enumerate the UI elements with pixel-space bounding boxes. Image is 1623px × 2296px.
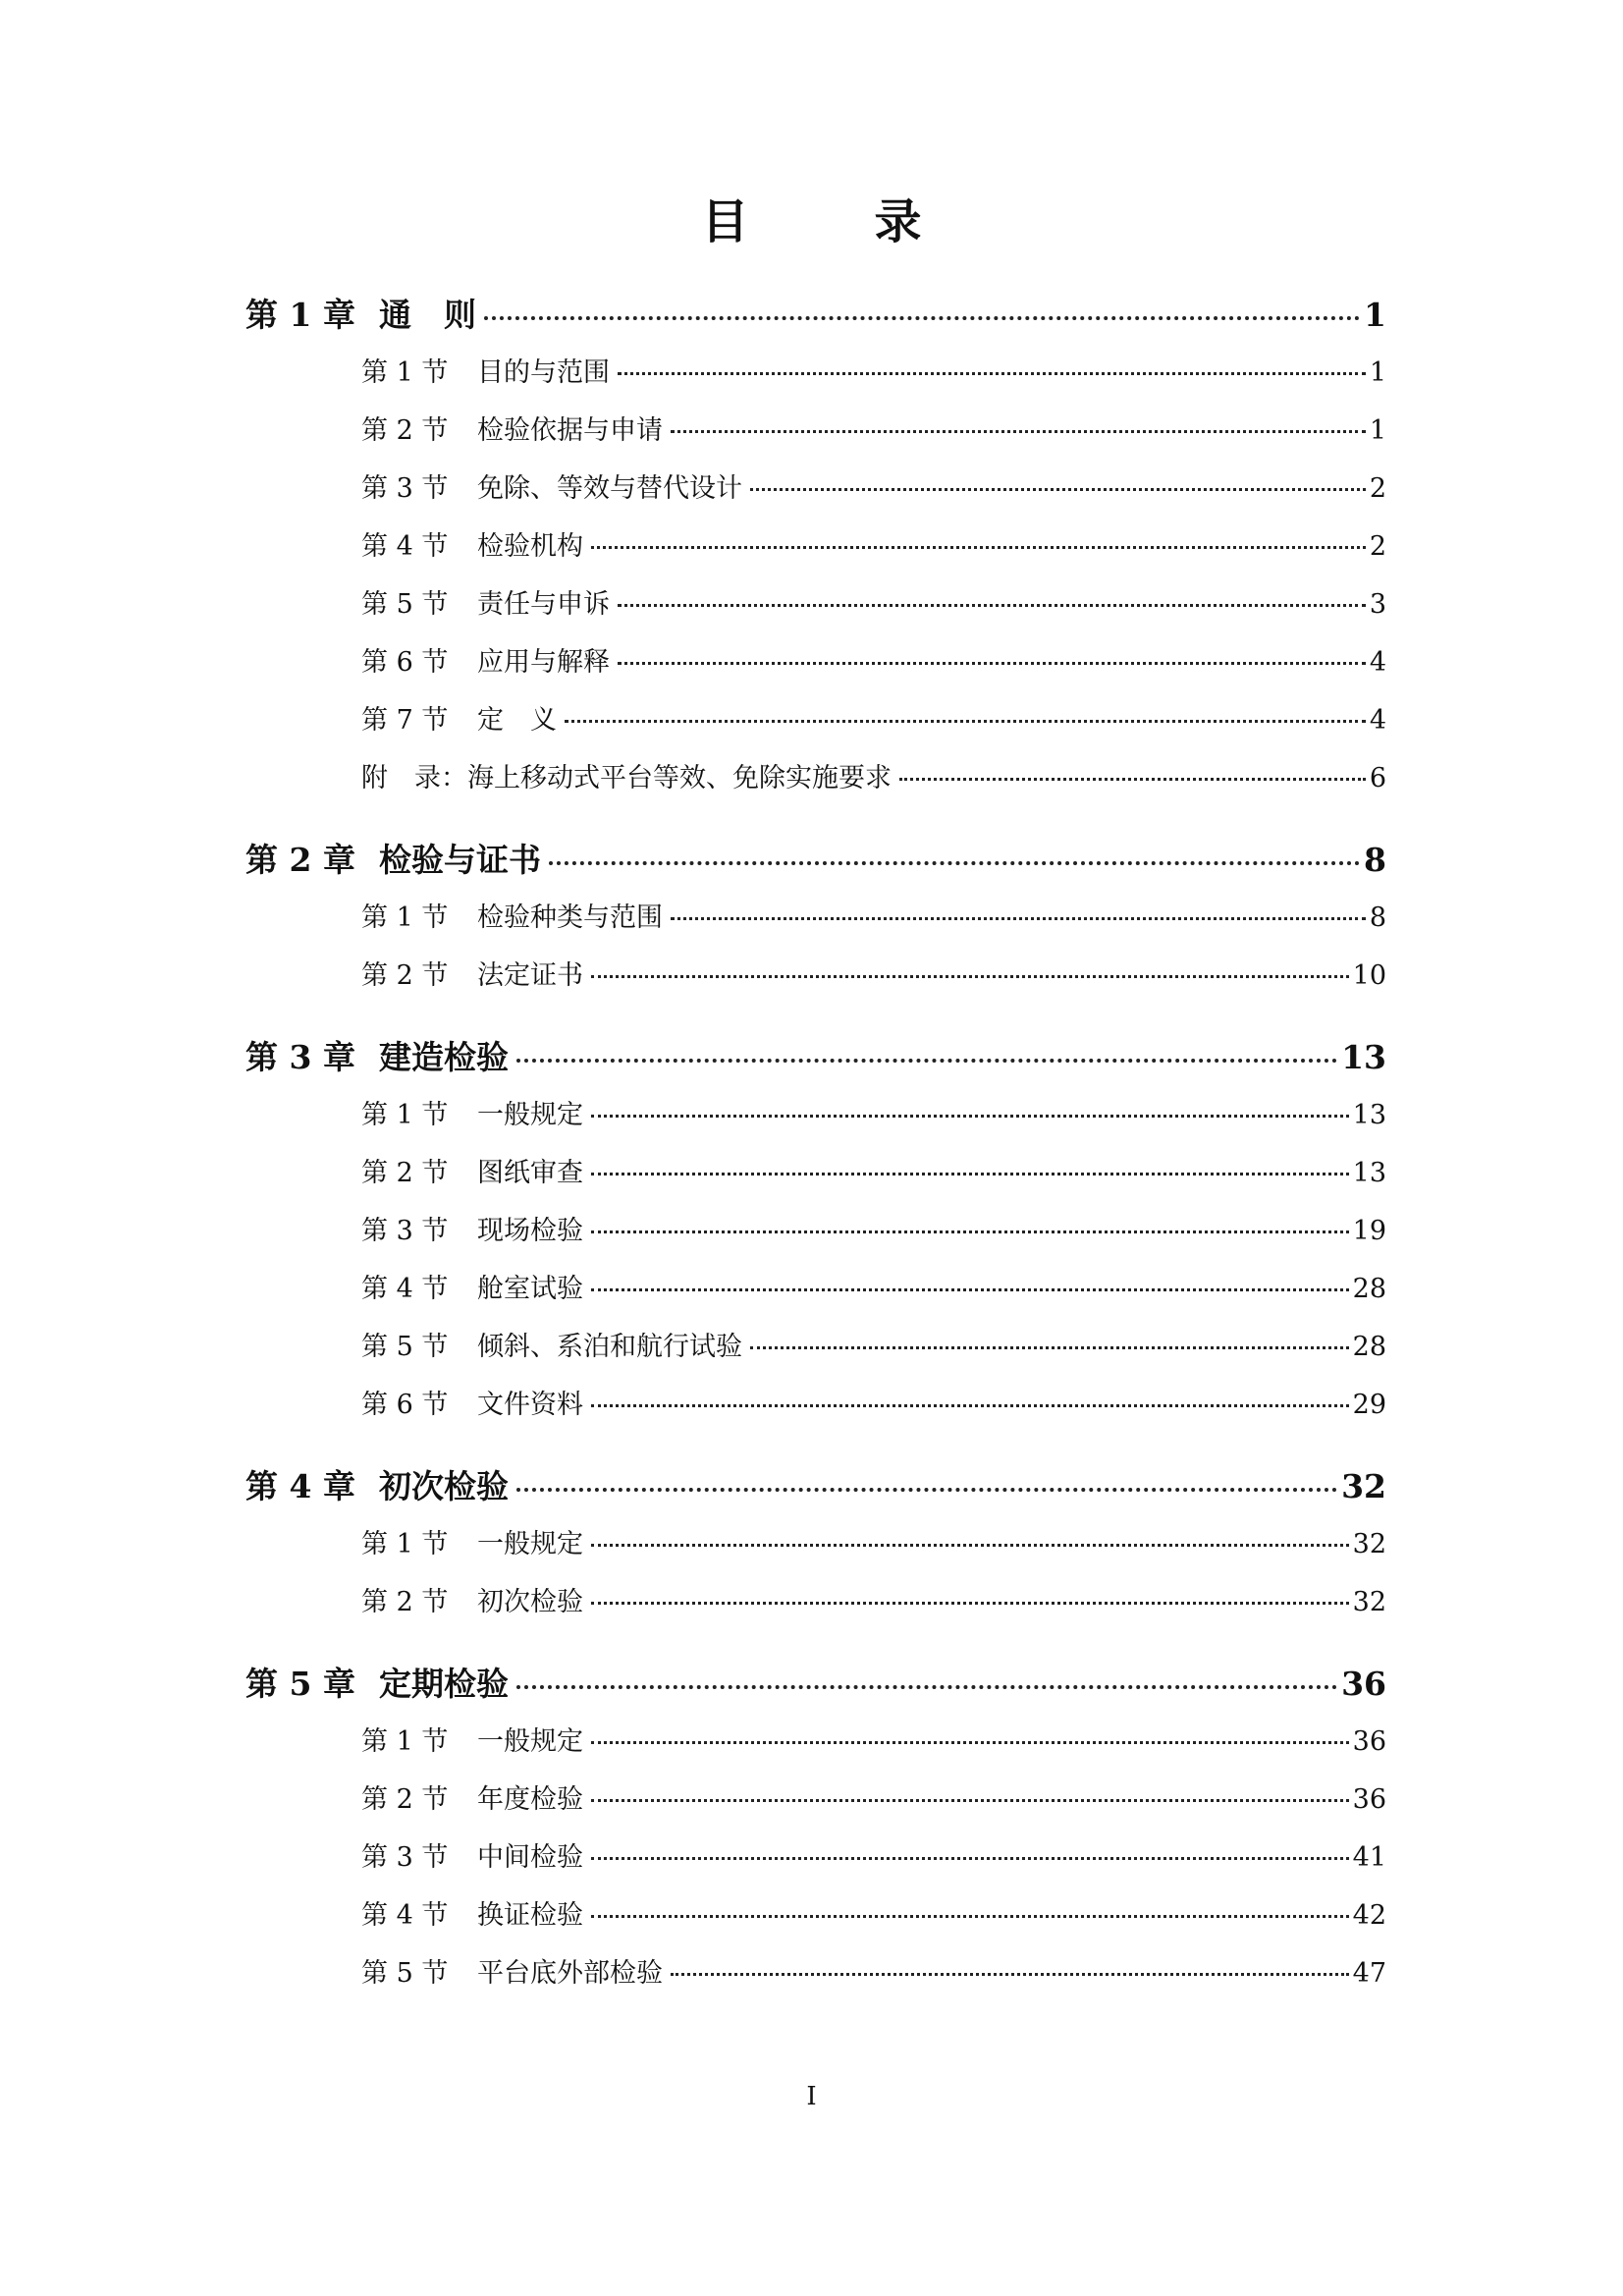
section-label: 第 2 节 (361, 1784, 449, 1815)
page-number: I (806, 2082, 817, 2111)
section-title: 换证检验 (477, 1900, 583, 1931)
section-label: 第 1 节 (361, 1726, 449, 1757)
section-title: 目的与范围 (477, 357, 610, 388)
page-ref: 1 (1369, 357, 1386, 388)
dot-leader (565, 720, 1366, 723)
page-ref: 29 (1352, 1390, 1386, 1420)
section-title: 检验机构 (477, 531, 583, 562)
section-label: 第 3 节 (361, 473, 449, 504)
page-ref: 2 (1369, 473, 1386, 504)
toc-chapter-row[interactable] (245, 1032, 1386, 1075)
chapter-title: 通 则 (379, 296, 476, 334)
section-title: 应用与解释 (477, 647, 610, 678)
section-label: 第 4 节 (361, 531, 449, 562)
dot-leader (618, 372, 1366, 375)
dot-leader (591, 1741, 1349, 1744)
toc-section-row[interactable] (361, 524, 1386, 562)
dot-leader (591, 1288, 1349, 1291)
page-ref: 36 (1352, 1784, 1386, 1815)
dot-leader (591, 546, 1366, 549)
toc-section-row[interactable] (361, 954, 1386, 991)
dot-leader (671, 917, 1366, 920)
chapter-label: 第 4 章 (245, 1467, 355, 1505)
section-label: 第 4 节 (361, 1900, 449, 1931)
toc-section-row[interactable] (361, 1151, 1386, 1188)
page-ref: 1 (1364, 296, 1386, 334)
section-label: 第 2 节 (361, 415, 449, 446)
section-title: 年度检验 (477, 1784, 583, 1815)
section-label: 第 3 节 (361, 1216, 449, 1246)
dot-leader (750, 1346, 1349, 1349)
page-ref: 8 (1369, 902, 1386, 933)
section-label: 第 7 节 (361, 705, 449, 736)
toc-section-row[interactable] (361, 698, 1386, 736)
page-ref: 2 (1369, 531, 1386, 562)
toc-section-row[interactable] (361, 640, 1386, 678)
page-ref: 3 (1369, 589, 1386, 620)
section-title: 法定证书 (477, 960, 583, 991)
chapter-title: 初次检验 (379, 1467, 509, 1505)
page-ref: 19 (1352, 1216, 1386, 1246)
section-title: 倾斜、系泊和航行试验 (477, 1332, 742, 1362)
dot-leader (618, 604, 1366, 607)
dot-leader (484, 316, 1360, 320)
page-ref: 4 (1369, 647, 1386, 678)
section-title: 海上移动式平台等效、免除实施要求 (467, 763, 892, 793)
toc-section-row[interactable] (361, 466, 1386, 504)
section-label: 第 1 节 (361, 902, 449, 933)
chapter-title: 定期检验 (379, 1665, 509, 1703)
page-ref: 1 (1369, 415, 1386, 446)
section-label: 第 2 节 (361, 960, 449, 991)
page-ref: 32 (1341, 1467, 1386, 1505)
chapter-title: 建造检验 (379, 1038, 509, 1076)
section-title: 中间检验 (477, 1842, 583, 1873)
toc-chapter-row[interactable] (245, 835, 1386, 878)
chapter-label: 第 1 章 (245, 296, 355, 334)
page-ref: 42 (1352, 1900, 1386, 1931)
chapter-label: 第 3 章 (245, 1038, 355, 1076)
chapter-title: 检验与证书 (379, 841, 541, 879)
section-label: 第 2 节 (361, 1587, 449, 1617)
dot-leader (671, 430, 1366, 433)
toc-section-row[interactable] (361, 1720, 1386, 1757)
page-ref: 6 (1369, 763, 1386, 793)
dot-leader (591, 1799, 1349, 1802)
section-title: 一般规定 (477, 1529, 583, 1559)
page-ref: 4 (1369, 705, 1386, 736)
toc-section-row[interactable] (361, 1325, 1386, 1362)
toc-section-row[interactable] (361, 1522, 1386, 1559)
section-label: 第 5 节 (361, 589, 449, 620)
dot-leader (591, 1404, 1349, 1407)
dot-leader (591, 1602, 1349, 1605)
toc-section-row[interactable] (361, 1777, 1386, 1815)
section-title: 文件资料 (477, 1390, 583, 1420)
page-ref: 28 (1352, 1332, 1386, 1362)
page-ref: 13 (1352, 1100, 1386, 1130)
chapter-label: 第 5 章 (245, 1665, 355, 1703)
dot-leader (549, 861, 1360, 865)
dot-leader (516, 1685, 1337, 1689)
page-ref: 13 (1341, 1038, 1386, 1076)
toc-section-row[interactable] (361, 351, 1386, 388)
dot-leader (591, 1230, 1349, 1233)
toc-section-row[interactable] (361, 1093, 1386, 1130)
toc-section-row[interactable] (361, 1209, 1386, 1246)
section-label: 第 6 节 (361, 1390, 449, 1420)
section-title: 一般规定 (477, 1726, 583, 1757)
section-label: 附 录： (361, 763, 467, 793)
section-title: 责任与申诉 (477, 589, 610, 620)
page-ref: 36 (1341, 1665, 1386, 1703)
toc-chapter-row[interactable] (245, 1659, 1386, 1702)
section-label: 第 5 节 (361, 1958, 449, 1989)
section-label: 第 3 节 (361, 1842, 449, 1873)
dot-leader (591, 1915, 1349, 1918)
section-label: 第 1 节 (361, 1529, 449, 1559)
section-title: 现场检验 (477, 1216, 583, 1246)
page-ref: 41 (1352, 1842, 1386, 1873)
page-ref: 28 (1352, 1274, 1386, 1304)
dot-leader (591, 975, 1349, 978)
chapter-label: 第 2 章 (245, 841, 355, 879)
section-label: 第 1 节 (361, 357, 449, 388)
section-title: 一般规定 (477, 1100, 583, 1130)
toc-section-row[interactable] (361, 1580, 1386, 1617)
toc-section-row[interactable] (361, 409, 1386, 446)
section-label: 第 2 节 (361, 1158, 449, 1188)
section-label: 第 1 节 (361, 1100, 449, 1130)
section-title: 平台底外部检验 (477, 1958, 663, 1989)
toc-section-row[interactable] (361, 582, 1386, 620)
dot-leader (591, 1115, 1349, 1118)
section-title: 免除、等效与替代设计 (477, 473, 742, 504)
toc-chapter-row[interactable] (245, 290, 1386, 333)
section-label: 第 6 节 (361, 647, 449, 678)
page-ref: 8 (1364, 841, 1386, 879)
page-ref: 10 (1352, 960, 1386, 991)
dot-leader (750, 488, 1366, 491)
toc-section-row[interactable] (361, 1383, 1386, 1420)
toc-section-row[interactable] (361, 896, 1386, 933)
section-title: 检验依据与申请 (477, 415, 663, 446)
page-ref: 36 (1352, 1726, 1386, 1757)
toc-chapter-row[interactable] (245, 1461, 1386, 1504)
section-title: 定 义 (477, 705, 557, 736)
dot-leader (591, 1173, 1349, 1175)
dot-leader (671, 1973, 1349, 1976)
dot-leader (591, 1857, 1349, 1860)
dot-leader (618, 662, 1366, 665)
dot-leader (899, 778, 1366, 781)
page-ref: 32 (1352, 1529, 1386, 1559)
toc-section-row[interactable] (361, 1267, 1386, 1304)
toc-section-row[interactable] (361, 1835, 1386, 1873)
toc-section-row[interactable] (361, 756, 1386, 793)
section-title: 检验种类与范围 (477, 902, 663, 933)
section-title: 图纸审查 (477, 1158, 583, 1188)
page-ref: 13 (1352, 1158, 1386, 1188)
dot-leader (591, 1544, 1349, 1547)
toc-section-row[interactable] (361, 1893, 1386, 1931)
toc-section-row[interactable] (361, 1951, 1386, 1989)
section-title: 舱室试验 (477, 1274, 583, 1304)
page-title: 目 录 (701, 194, 961, 249)
dot-leader (516, 1059, 1337, 1063)
page-ref: 47 (1352, 1958, 1386, 1989)
section-title: 初次检验 (477, 1587, 583, 1617)
dot-leader (516, 1488, 1337, 1492)
page-ref: 32 (1352, 1587, 1386, 1617)
section-label: 第 5 节 (361, 1332, 449, 1362)
section-label: 第 4 节 (361, 1274, 449, 1304)
